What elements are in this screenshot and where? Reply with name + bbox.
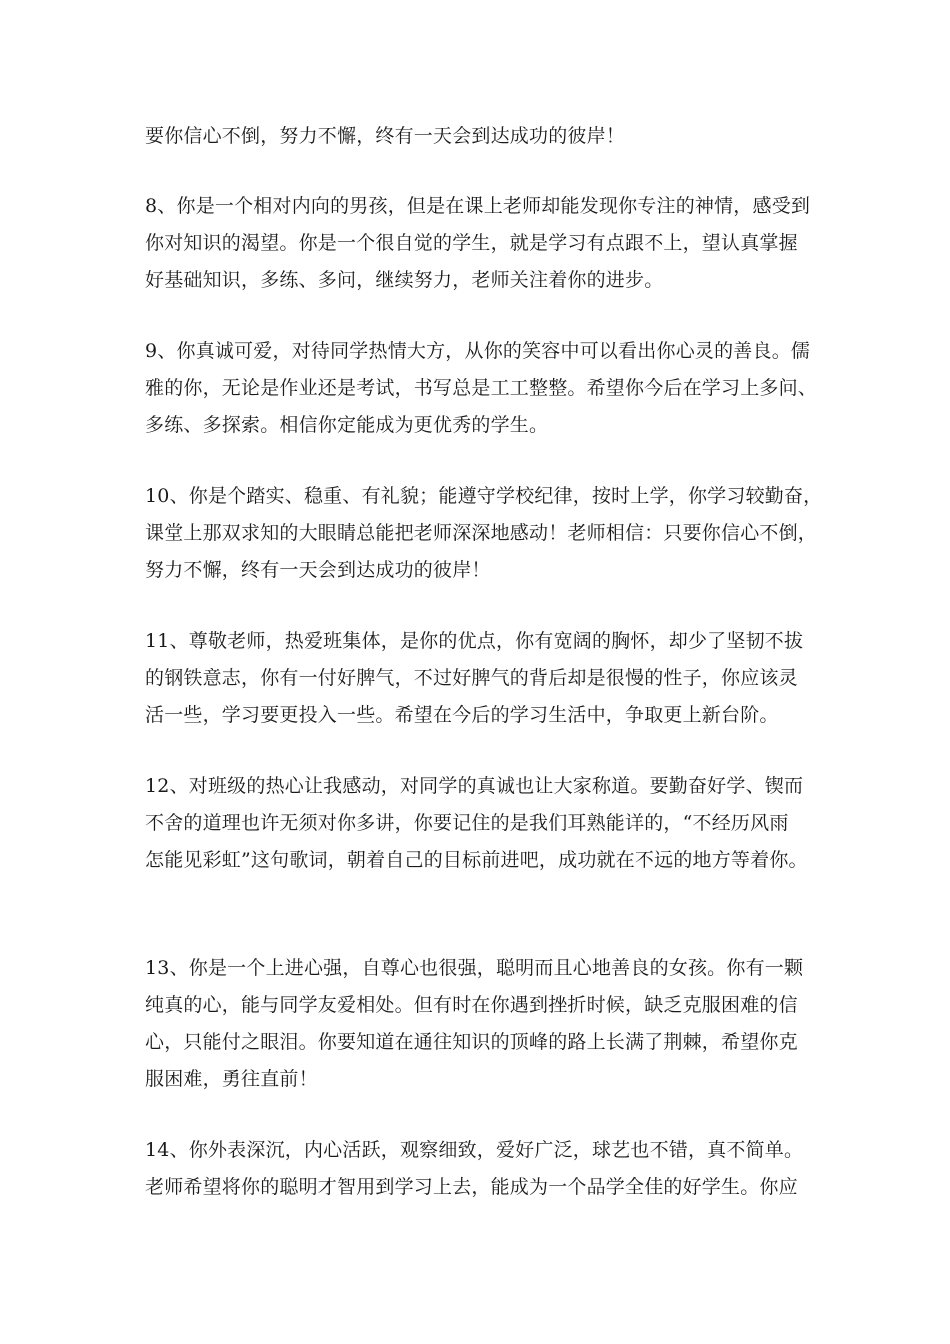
text-line: 你对知识的渴望。你是一个很自觉的学生，就是学习有点跟不上，望认真掌握: [145, 232, 798, 254]
text-line: 老师希望将你的聪明才智用到学习上去，能成为一个品学全佳的好学生。你应: [145, 1176, 798, 1198]
text-line: 8、你是一个相对内向的男孩，但是在课上老师却能发现你专注的神情，感受到: [145, 195, 811, 217]
text-line: 11、尊敬老师，热爱班集体，是你的优点，你有宽阔的胸怀，却少了坚韧不拔: [145, 630, 804, 652]
text-line: 努力不懈，终有一天会到达成功的彼岸！: [145, 559, 491, 581]
text-line: 服困难，勇往直前！: [145, 1068, 318, 1090]
text-line: 不舍的道理也许无须对你多讲，你要记住的是我们耳熟能详的，“不经历风雨: [145, 812, 789, 834]
text-line: 的钢铁意志，你有一付好脾气，不过好脾气的背后却是很慢的性子，你应该灵: [145, 667, 798, 689]
text-line: 雅的你，无论是作业还是考试，书写总是工工整整。希望你今后在学习上多问、: [145, 377, 818, 399]
text-line: 活一些，学习要更投入一些。希望在今后的学习生活中，争取更上新台阶。: [145, 704, 779, 726]
text-line: 9、你真诚可爱，对待同学热情大方，从你的笑容中可以看出你心灵的善良。儒: [145, 340, 811, 362]
text-line: 14、你外表深沉，内心活跃，观察细致，爱好广泛，球艺也不错，真不简单。: [145, 1139, 804, 1161]
text-line: 课堂上那双求知的大眼睛总能把老师深深地感动！老师相信：只要你信心不倒，: [145, 522, 818, 544]
text-line: 好基础知识，多练、多问，继续努力，老师关注着你的进步。: [145, 269, 664, 291]
text-line: 要你信心不倒，努力不懈，终有一天会到达成功的彼岸！: [145, 125, 626, 147]
text-line: 10、你是个踏实、稳重、有礼貌；能遵守学校纪律，按时上学，你学习较勤奋，: [145, 485, 823, 507]
text-line: 纯真的心，能与同学友爱相处。但有时在你遇到挫折时候，缺乏克服困难的信: [145, 994, 798, 1016]
text-line: 心，只能付之眼泪。你要知道在通往知识的顶峰的路上长满了荆棘，希望你克: [145, 1031, 798, 1053]
text-line: 13、你是一个上进心强，自尊心也很强，聪明而且心地善良的女孩。你有一颗: [145, 957, 804, 979]
text-line: 12、对班级的热心让我感动，对同学的真诚也让大家称道。要勤奋好学、锲而: [145, 775, 804, 797]
text-line: 多练、多探索。相信你定能成为更优秀的学生。: [145, 414, 549, 436]
text-line: 怎能见彩虹”这句歌词，朝着自己的目标前进吧，成功就在不远的地方等着你。: [145, 849, 808, 871]
